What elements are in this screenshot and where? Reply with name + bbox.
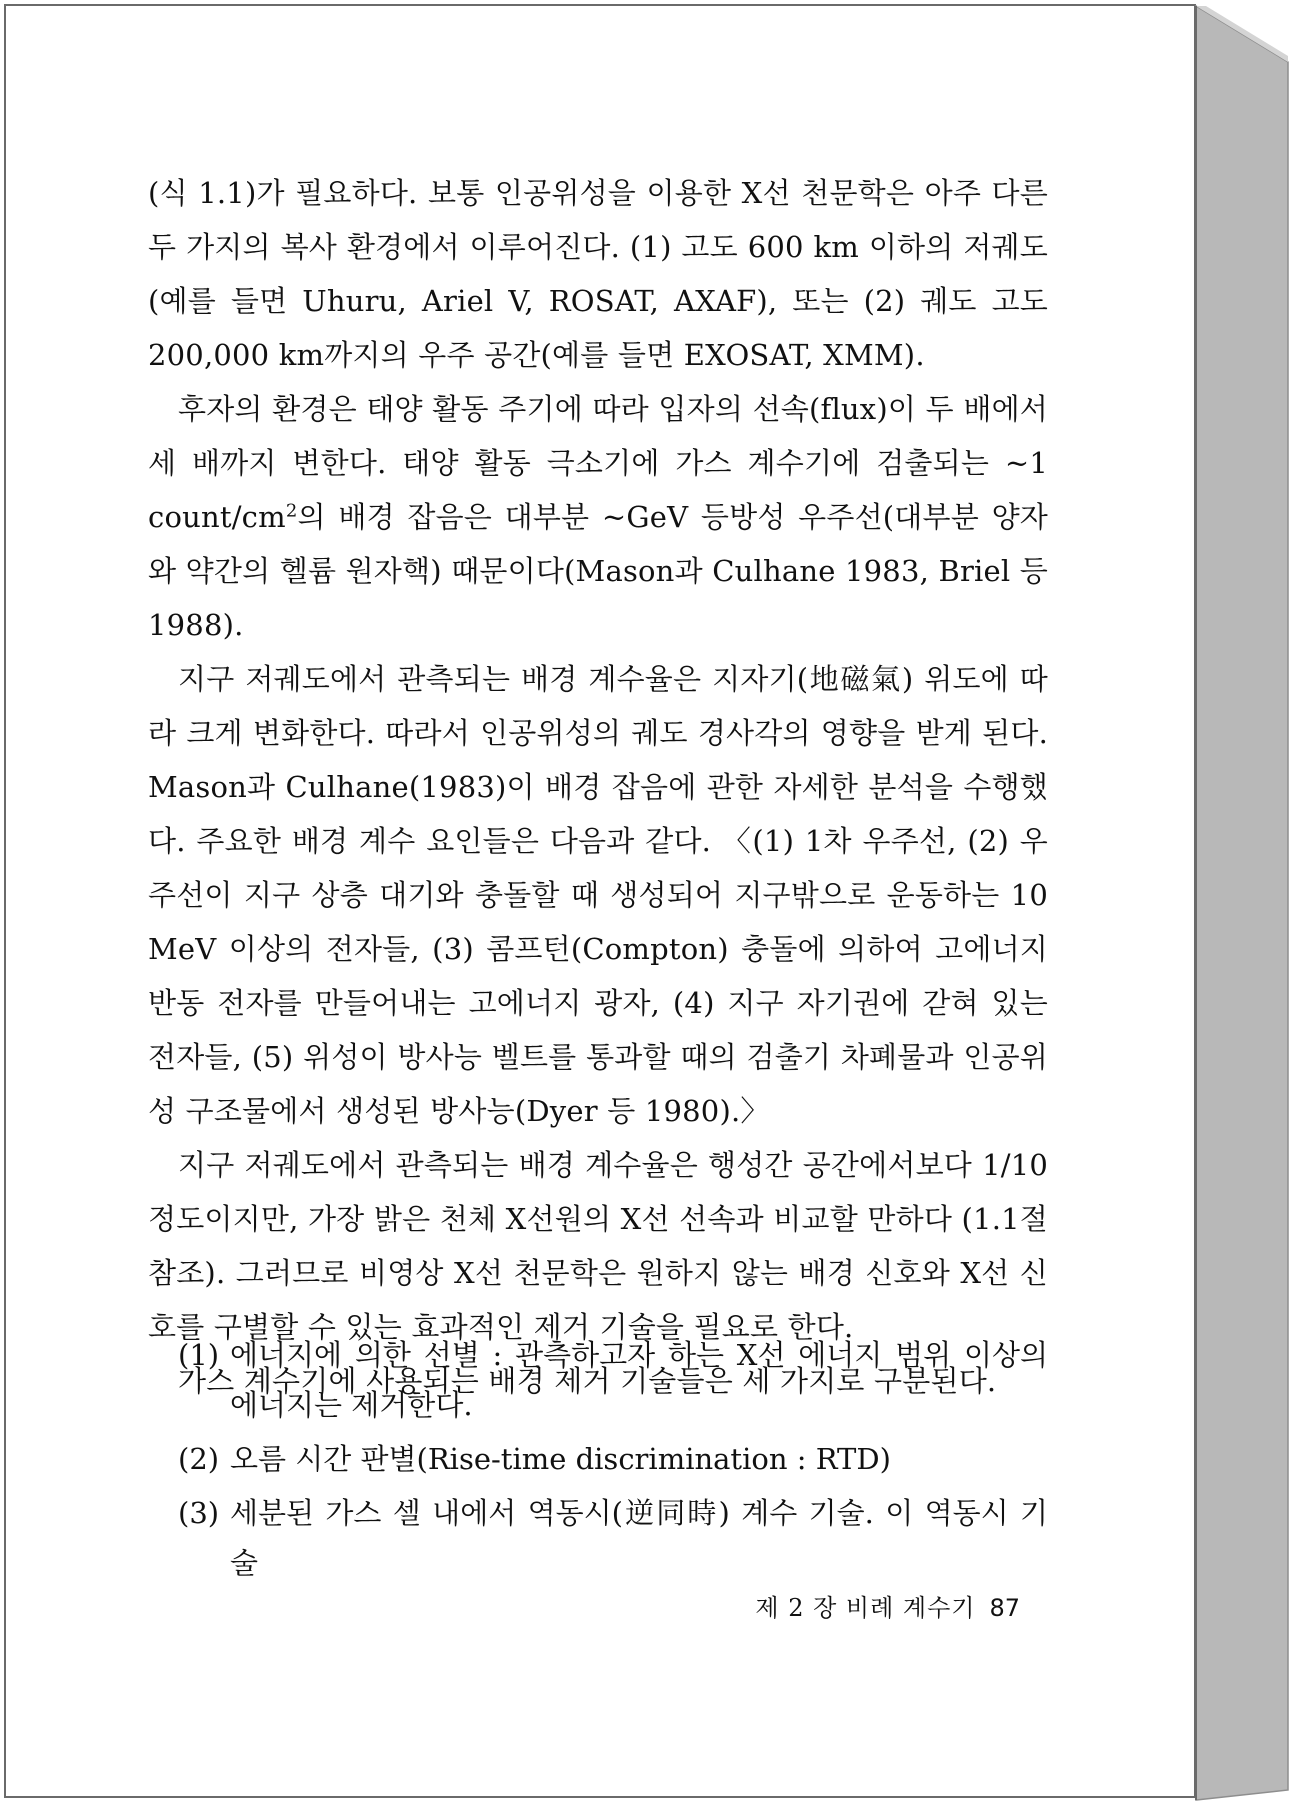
list-text: 오름 시간 판별(Rise-time discrimination : RTD) xyxy=(230,1442,891,1476)
page-footer xyxy=(755,1588,1020,1623)
paragraph-2-part-1: 후자의 환경은 태양 활동 주기에 따라 입자의 선속(flux)이 두 배에서 세 배까지 변한다. 태양 활동 극소기에 가스 계수기에 검출되는 ~1 count/cm xyxy=(148,392,1048,534)
paragraph-4: 지구 저궤도에서 관측되는 배경 계수율은 행성간 공간에서보다 1/10 정도이지만, 가장 밝은 천체 X선원의 X선 선속과 비교할 만하다 (1.1절 참조). 그러므로 비영상 X선 천문학은 원하지 않는 배경 신호와 X선 신호를 구별할 수 있는 효과적인 제거 기술을 필요로 한다. xyxy=(148,1148,1048,1344)
list-number: (2) xyxy=(178,1442,220,1476)
list-number: (1) xyxy=(178,1338,220,1372)
list-number: (3) xyxy=(178,1496,220,1530)
body-text xyxy=(148,166,1048,1408)
chapter-title: 제 2 장 비례 계수기 xyxy=(755,1594,976,1622)
list-text: 에너지에 의한 선별 : 관측하고자 하는 X선 에너지 범위 이상의 에너지는 제거한다. xyxy=(230,1338,1048,1422)
page-number: 87 xyxy=(989,1594,1020,1622)
numbered-list xyxy=(178,1330,1048,1592)
list-item xyxy=(178,1488,1048,1588)
list-item xyxy=(178,1434,1048,1484)
paragraph-5: 가스 계수기에 사용되는 배경 제거 기술들은 세 가지로 구분된다. xyxy=(178,1364,997,1398)
paragraph-2 xyxy=(148,382,1048,652)
paragraph-3: 지구 저궤도에서 관측되는 배경 계수율은 지자기(地磁氣) 위도에 따라 크게 변화한다. 따라서 인공위성의 궤도 경사각의 영향을 받게 된다. Mason과 Culhane(1983)이 배경 잡음에 관한 자세한 분석을 수행했다. 주요한 배경 계수 요인들은 다음과 같다. 〈(1) 1차 우주선, (2) 우주선이 지구 상층 대기와 충돌할 때 생성되어 지구밖으로 운동하는 10 MeV 이상의 전자들, (3) 콤프턴(Compton) 충돌에 의하여 고에너지 반동 전자를 만들어내는 고에너지 광자, (4) 지구 자기권에 갇혀 있는 전자들, (5) 위성이 방사능 벨트를 통과할 때의 검출기 차폐물과 인공위성 구조물에서 생성된 방사능(Dyer 등 1980).〉 xyxy=(148,662,1048,1128)
list-item xyxy=(178,1330,1048,1430)
paragraph-1: (식 1.1)가 필요하다. 보통 인공위성을 이용한 X선 천문학은 아주 다른 두 가지의 복사 환경에서 이루어진다. (1) 고도 600 km 이하의 저궤도(예를 들면 Uhuru, Ariel V, ROSAT, AXAF), 또는 (2) 궤도 고도 200,000 km까지의 우주 공간(예를 들면 EXOSAT, XMM). xyxy=(148,176,1048,372)
paragraph-2-part-2: 의 배경 잡음은 대부분 ~GeV 등방성 우주선(대부분 양자와 약간의 헬륨 원자핵) 때문이다(Mason과 Culhane 1983, Briel 등 1988). xyxy=(148,500,1048,642)
list-text: 세분된 가스 셀 내에서 역동시(逆同時) 계수 기술. 이 역동시 기술 xyxy=(230,1496,1048,1580)
superscript-2: 2 xyxy=(285,500,298,522)
